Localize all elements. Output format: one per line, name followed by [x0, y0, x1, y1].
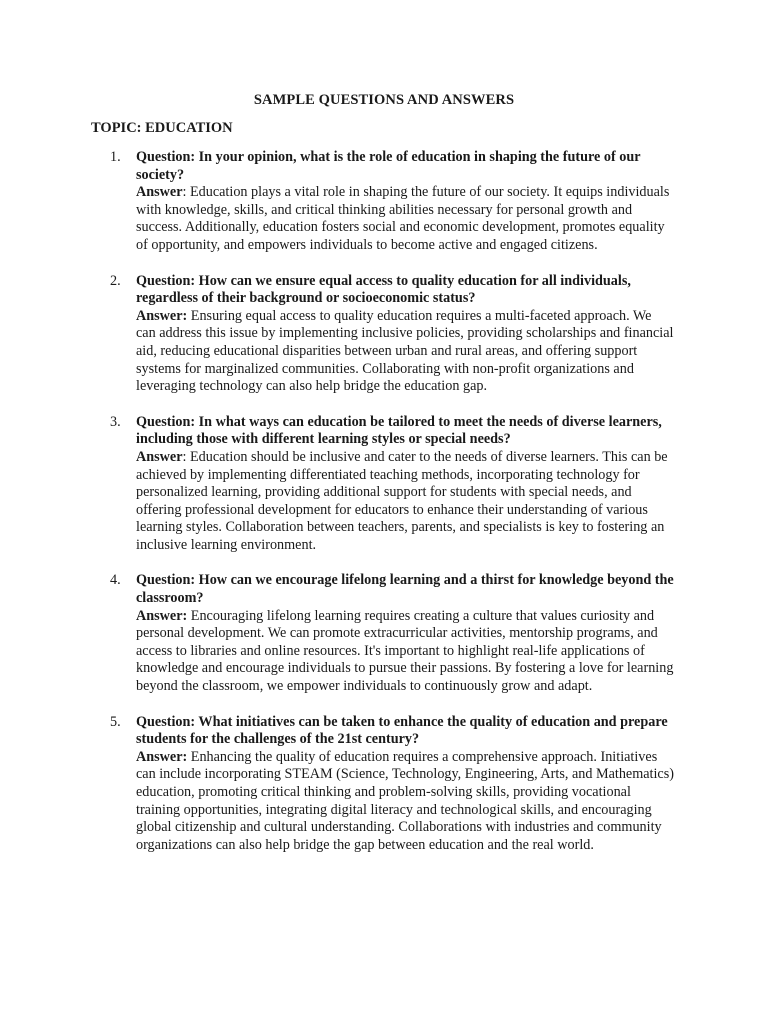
- answer-label: Answer:: [136, 307, 188, 324]
- qa-item-2: [0, 273, 768, 396]
- answer-text: : Education plays a vital role in shaping the future of our society. It equips individuals with knowledge, skills, and critical thinking abilities necessary for personal growth and success. Additionally, education fosters social and economic development, promotes equality of opportunity, and empowers individuals to become active and engaged citizens.: [136, 184, 670, 253]
- item-number: 5.: [110, 713, 121, 730]
- item-number: 2.: [110, 272, 121, 289]
- qa-list: [0, 149, 768, 872]
- question-text: Question: In your opinion, what is the role of education in shaping the future of our society?: [136, 149, 641, 183]
- answer-label: Answer: [136, 448, 183, 465]
- answer-paragraph: [136, 608, 674, 696]
- question-text: Question: In what ways can education be tailored to meet the needs of diverse learners, including those with different learning styles or special needs?: [136, 413, 662, 448]
- answer-text: : Education should be inclusive and cater to the needs of diverse learners. This can be achieved by implementing differentiated teaching methods, incorporating technology for personalized learning, providing additional support for students with special needs, and offering professional development for educators to enhance their understanding of various learning styles. Collaboration between teachers, parents, and specialists is key to fostering an inclusive learning environment.: [136, 448, 668, 553]
- question-text: Question: What initiatives can be taken to enhance the quality of education and prepare students for the challenges of the 21st century?: [136, 713, 668, 748]
- answer-text: Enhancing the quality of education requires a comprehensive approach. Initiatives can include incorporating STEAM (Science, Technology, Engineering, Arts, and Mathematics) education, promoting critical thinking and problem-solving skills, providing vocational training opportunities, integrating digital literacy and technological skills, and encouraging global citizenship and cultural understanding. Collaborations with industries and community organizations can also help bridge the gap between education and the real world.: [136, 748, 674, 853]
- answer-label: Answer:: [136, 748, 188, 765]
- document-title: SAMPLE QUESTIONS AND ANSWERS: [253, 92, 515, 108]
- item-number: 1.: [110, 149, 121, 165]
- answer-label: Answer: [136, 184, 183, 201]
- answer-label: Answer:: [136, 607, 188, 624]
- question-text: Question: How can we encourage lifelong learning and a thirst for knowledge beyond the classroom?: [136, 572, 674, 607]
- answer-text: Ensuring equal access to quality education requires a multi-faceted approach. We can address this issue by implementing inclusive policies, providing scholarships and financial aid, reducing educational disparities between urban and rural areas, and offering support systems for marginalized communities. Collaborating with non-profit organizations and leveraging technology can also help bridge the education gap.: [136, 307, 674, 395]
- qa-body: [136, 572, 674, 695]
- answer-paragraph: [136, 308, 674, 396]
- answer-paragraph: [136, 449, 674, 555]
- qa-item-5: [0, 714, 768, 855]
- item-number: 3.: [110, 413, 121, 430]
- qa-body: [136, 714, 674, 855]
- qa-body: [136, 414, 674, 555]
- qa-item-3: [0, 414, 768, 555]
- item-number: 4.: [110, 572, 121, 589]
- qa-body: [136, 273, 674, 396]
- qa-item-1: [0, 149, 768, 255]
- topic-heading: TOPIC: EDUCATION: [91, 120, 233, 136]
- answer-text: Encouraging lifelong learning requires creating a culture that values curiosity and personal development. We can promote extracurricular activities, mentorship programs, and access to libraries and online resources. It's important to highlight real-life applications of knowledge and encourage individuals to pursue their passions. By fostering a love for learning beyond the classroom, we empower individuals to continuously grow and adapt.: [136, 607, 674, 695]
- answer-paragraph: [136, 184, 674, 254]
- qa-body: [136, 149, 674, 255]
- answer-paragraph: [136, 749, 674, 855]
- qa-item-4: [0, 572, 768, 695]
- question-text: Question: How can we ensure equal access to quality education for all individuals, regardless of their background or socioeconomic status?: [136, 272, 631, 307]
